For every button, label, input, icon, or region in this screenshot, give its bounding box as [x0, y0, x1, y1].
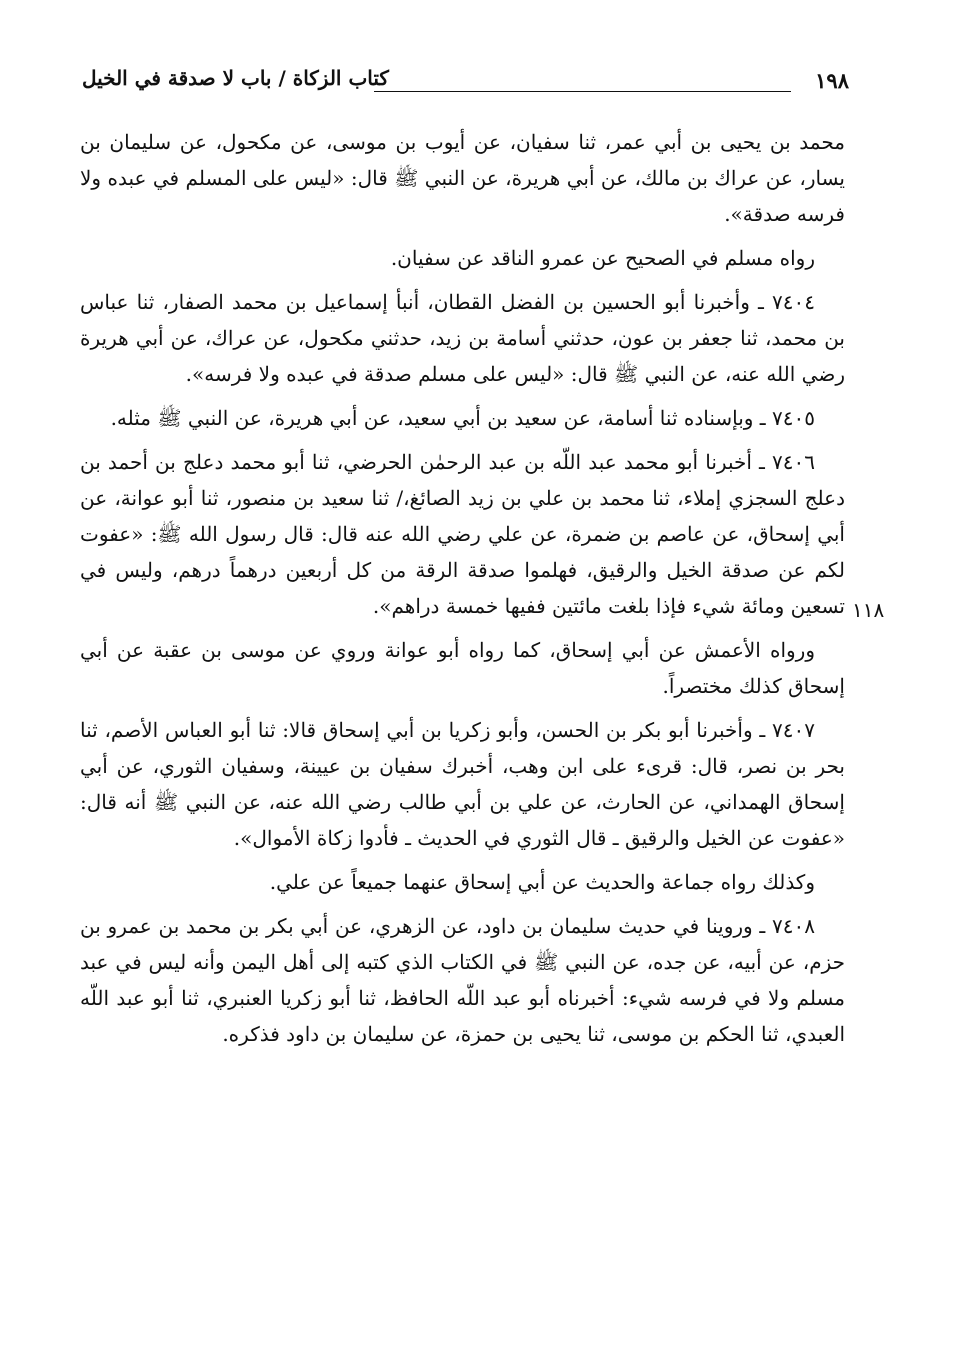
margin-folio-number: ١١٨ [852, 598, 885, 622]
paragraph-muslim-note: رواه مسلم في الصحيح عن عمرو الناقد عن سفيان. [390, 246, 815, 270]
paragraph-jamaa-note: وكذلك رواه جماعة والحديث عن أبي إسحاق عنهما جميعاً عن علي. [269, 870, 815, 894]
running-title: كتاب الزكاة / باب لا صدقة في الخيل [82, 66, 389, 90]
header-rule [374, 91, 791, 92]
paragraph-hadith-7408: ٧٤٠٨ ـ وروينا في حديث سليمان بن داود، عن الزهري، عن أبي بكر بن محمد بن عمرو بن حزم، عن أبيه، عن جده، عن النبي ﷺ في الكتاب الذي كتبه إلى أهل اليمن وأنه ليس في عبد مسلم ولا في فرسه شيء: أخبرناه أبو عبد اللّه الحافظ، ثنا أبو زكريا العنبري، ثنا أبو عبد اللّه العبدي، ثنا الحكم بن موسى، ثنا يحيى بن حمزة، عن سليمان بن داود فذكره. [80, 914, 845, 1046]
paragraph-hadith-7405: ٧٤٠٥ ـ وبإسناده ثنا أسامة، عن سعيد بن أبي سعيد، عن أبي هريرة، عن النبي ﷺ مثله. [110, 406, 815, 430]
paragraph-hadith-7407: ٧٤٠٧ ـ وأخبرنا أبو بكر بن الحسن، وأبو زكريا بن أبي إسحاق قالا: ثنا أبو العباس الأصم، ثنا بحر بن نصر، قال: قرىء على ابن وهب، أخبرك سفيان بن عيينة، وسفيان الثوري، عن أبي إسحاق الهمداني، عن الحارث، عن علي بن أبي طالب رضي الله عنه، عن النبي ﷺ أنه قال: «عفوت عن الخيل والرقيق ـ قال الثوري في الحديث ـ فأدوا زكاة الأموال». [80, 718, 845, 850]
paragraph-hadith-7404: ٧٤٠٤ ـ وأخبرنا أبو الحسين بن الفضل القطان، أنبأ إسماعيل بن محمد الصفار، ثنا عباس بن محمد، ثنا جعفر بن عون، حدثني أسامة بن زيد، حدثني مكحول، عن عراك، عن أبي هريرة رضي الله عنه، عن النبي ﷺ قال: «ليس على مسلم صدقة في عبده ولا فرسه». [80, 290, 845, 386]
page-number: ١٩٨ [815, 68, 849, 93]
paragraph-amash-note: ورواه الأعمش عن أبي إسحاق، كما رواه أبو عوانة وروي عن موسى بن عقبة عن أبي إسحاق كذلك مختصراً. [80, 638, 845, 698]
paragraph-hadith-7406: ٧٤٠٦ ـ أخبرنا أبو محمد عبد اللّه بن عبد الرحمٰن الحرضي، ثنا أبو محمد دعلج بن أحمد بن دعلج السجزي إملاء، ثنا محمد بن علي بن زيد الصائغ،/ ثنا سعيد بن منصور، ثنا أبو عوانة، عن أبي إسحاق، عن عاصم بن ضمرة، عن علي رضي الله عنه قال: قال رسول الله ﷺ: «عفوت لكم عن صدقة الخيل والرقيق، فهلموا صدقة الرقة من كل أربعين درهماً درهم، وليس في تسعين ومائة شيء فإذا بلغت مائتين ففيها خمسة دراهم». [80, 450, 845, 618]
page-body [80, 124, 845, 1060]
paragraph-chain-continuation: محمد بن يحيى بن أبي عمر، ثنا سفيان، عن أيوب بن موسى، عن مكحول، عن سليمان بن يسار، عن عراك بن مالك، عن أبي هريرة، عن النبي ﷺ قال: «ليس على المسلم في عبده ولا فرسه صدقة». [80, 130, 845, 226]
page-header [82, 66, 849, 100]
